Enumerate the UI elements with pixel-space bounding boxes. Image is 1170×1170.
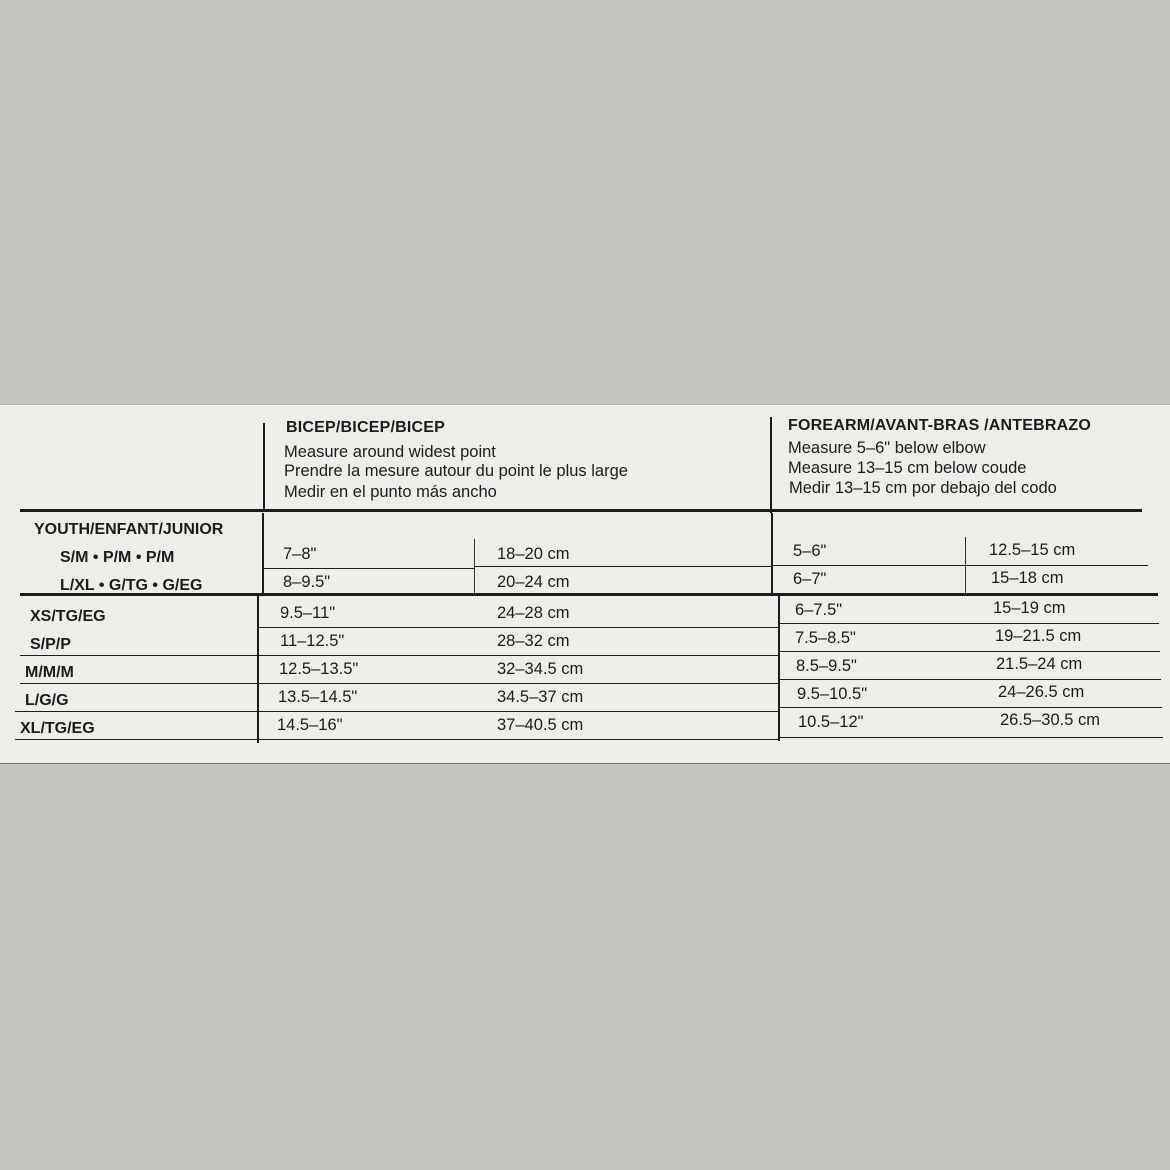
size-label: XS/TG/EG (30, 608, 106, 625)
forearm-header-line-en: Measure 5–6" below elbow (788, 439, 986, 457)
bicep-header-line-es: Medir en el punto más ancho (284, 483, 497, 501)
forearm-inches: 5–6" (793, 542, 827, 560)
forearm-cm: 15–19 cm (993, 599, 1066, 617)
bicep-inches: 8–9.5" (283, 573, 331, 591)
bicep-inches: 14.5–16" (277, 716, 343, 734)
bicep-inches: 9.5–11" (280, 604, 336, 622)
size-label: L/G/G (25, 692, 69, 709)
forearm-inches: 10.5–12" (798, 713, 864, 731)
bicep-youth-divider (262, 513, 264, 593)
bicep-header-line-en: Measure around widest point (284, 443, 496, 461)
forearm-youth-divider (771, 513, 773, 593)
youth-row-rule-1b (474, 566, 771, 567)
adult-row-rule-1a (257, 627, 779, 628)
forearm-header-line-es: Medir 13–15 cm por debajo del codo (789, 479, 1057, 497)
bicep-cm: 37–40.5 cm (497, 716, 584, 734)
forearm-cm: 12.5–15 cm (989, 541, 1076, 559)
adult-row-rule-5a (15, 739, 779, 740)
adult-row-rule-2b (779, 651, 1160, 652)
bicep-inches: 7–8" (283, 545, 317, 563)
forearm-header-line-fr: Measure 13–15 cm below coude (788, 459, 1027, 477)
forearm-inches: 8.5–9.5" (796, 657, 857, 675)
bicep-unit-divider-youth (474, 539, 475, 595)
bicep-header-title: BICEP/BICEP/BICEP (286, 419, 445, 436)
bicep-cm: 34.5–37 cm (497, 688, 584, 706)
header-rule (20, 509, 1142, 512)
bicep-inches: 11–12.5" (280, 632, 345, 650)
size-label: M/M/M (25, 664, 74, 681)
adult-row-rule-2a (20, 655, 779, 656)
bicep-cm: 18–20 cm (497, 545, 570, 563)
youth-row-rule-1a (262, 568, 474, 569)
forearm-header-title: FOREARM/AVANT-BRAS /ANTEBRAZO (788, 417, 1091, 434)
size-label: S/M • P/M • P/M (60, 549, 175, 566)
size-label: XL/TG/EG (20, 720, 95, 737)
bicep-inches: 13.5–14.5" (278, 688, 358, 706)
forearm-adult-divider (778, 595, 780, 741)
forearm-cm: 21.5–24 cm (996, 655, 1083, 673)
forearm-cm: 15–18 cm (991, 569, 1064, 587)
forearm-cm: 19–21.5 cm (995, 627, 1082, 645)
bicep-cm: 20–24 cm (497, 573, 570, 591)
forearm-cm: 26.5–30.5 cm (1000, 711, 1100, 729)
forearm-header-divider (770, 417, 772, 513)
bicep-header-divider (263, 423, 265, 511)
adult-row-rule-1b (779, 623, 1159, 624)
forearm-cm: 24–26.5 cm (998, 683, 1085, 701)
forearm-unit-divider-youth (965, 537, 966, 595)
adult-row-rule-4b (779, 707, 1162, 708)
adult-row-rule-3a (20, 683, 779, 684)
youth-label: YOUTH/ENFANT/JUNIOR (34, 521, 224, 538)
bicep-cm: 32–34.5 cm (497, 660, 584, 678)
adult-row-rule-5b (779, 737, 1163, 738)
size-label: S/P/P (30, 636, 71, 653)
adult-row-rule-3b (779, 679, 1161, 680)
bicep-inches: 12.5–13.5" (279, 660, 359, 678)
bicep-adult-divider (257, 595, 259, 743)
adult-row-rule-4a (15, 711, 779, 712)
forearm-inches: 7.5–8.5" (795, 629, 856, 647)
bicep-header-line-fr: Prendre la mesure autour du point le plus large (284, 462, 628, 480)
size-label: L/XL • G/TG • G/EG (60, 577, 203, 594)
forearm-inches: 6–7.5" (795, 601, 843, 619)
forearm-inches: 9.5–10.5" (797, 685, 868, 703)
bicep-cm: 24–28 cm (497, 604, 570, 622)
bicep-cm: 28–32 cm (497, 632, 570, 650)
size-chart-card (0, 404, 1170, 764)
forearm-inches: 6–7" (793, 570, 827, 588)
youth-row-rule-1c (771, 565, 1148, 566)
